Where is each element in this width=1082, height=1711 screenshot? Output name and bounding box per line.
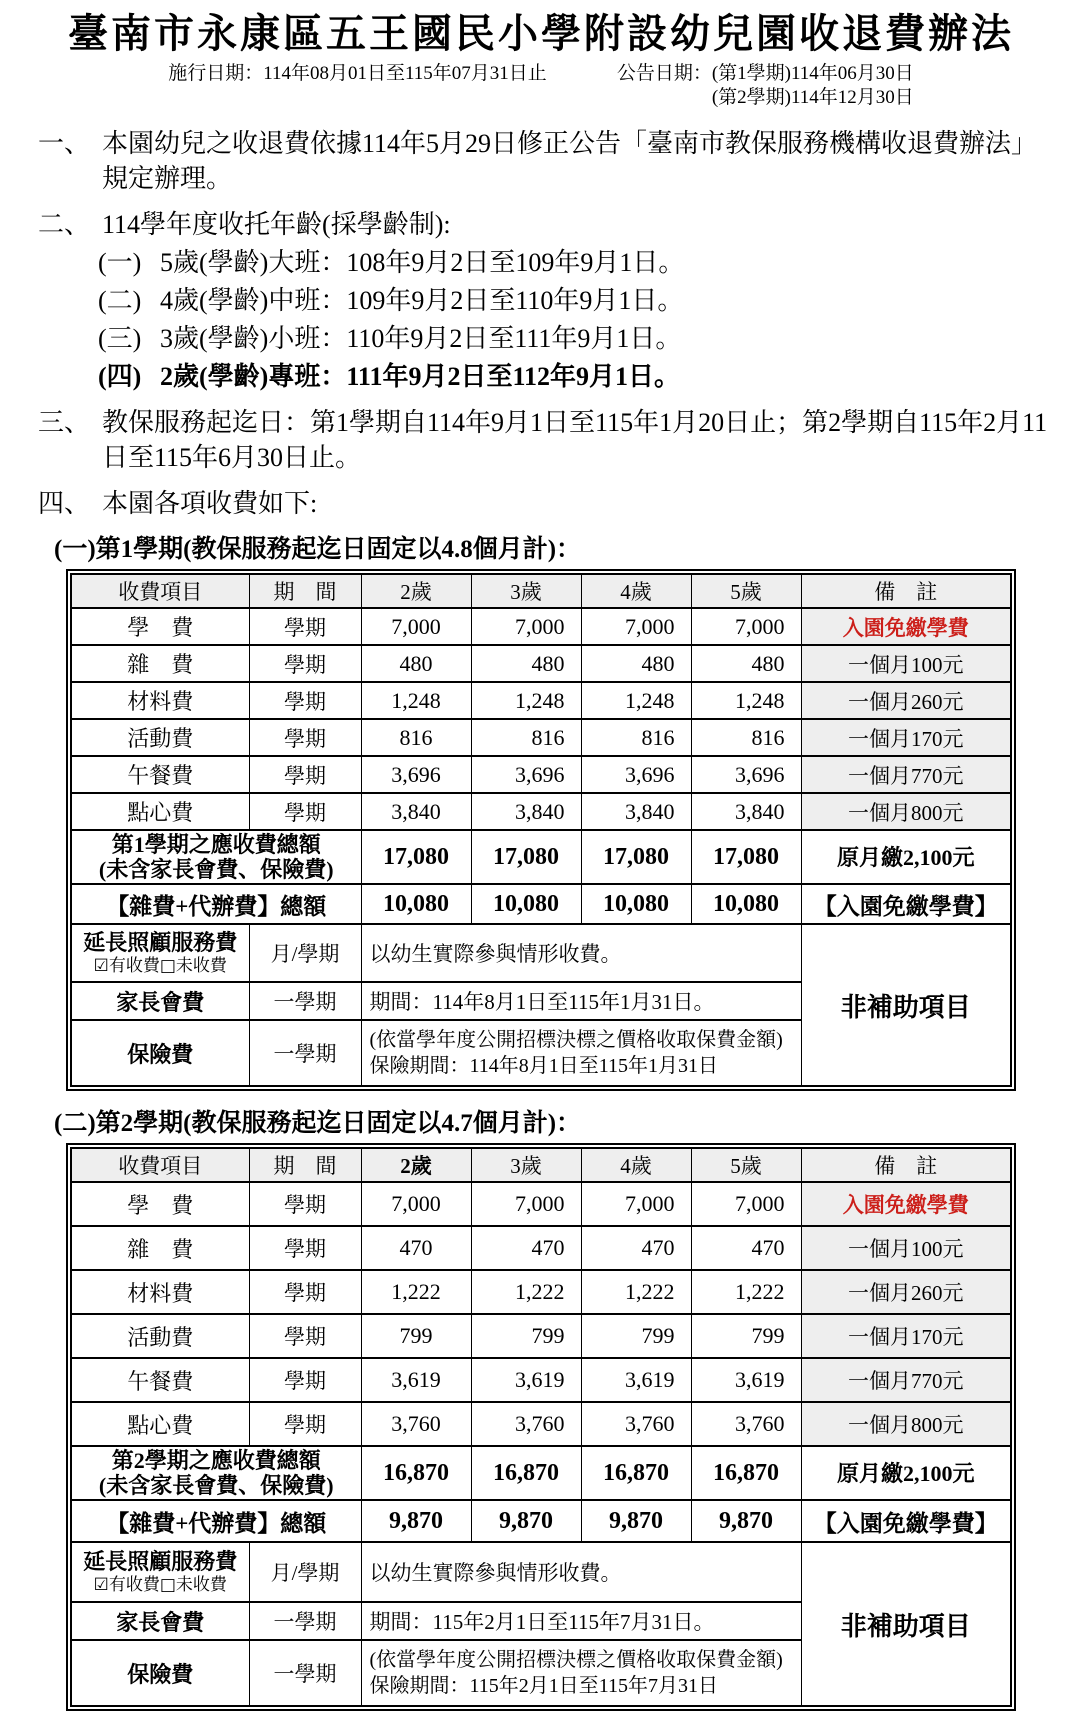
fee-row-lunch: 午餐費 學期 3,619 3,619 3,619 3,619 一個月770元 — [71, 1358, 1011, 1402]
header-period: 期 間 — [249, 1148, 361, 1182]
paragraph-4: 四、 本園各項收費如下: — [38, 489, 318, 518]
semester-total-row: 第1學期之應收費總額 (未含家長會費、保險費) 17,080 17,080 17,080 17,080 原月繳2,100元 — [71, 830, 1011, 884]
age-item-3: (三) 3歲(學齡)小班：110年9月2日至111年9月1日。 — [98, 324, 682, 353]
paragraph-1: 一、 本園幼兒之收退費依據114年5月29日修正公告「臺南市教保服務機構收退費辦法」規定辦理。 — [38, 129, 1038, 193]
semester-total-row: 第2學期之應收費總額 (未含家長會費、保險費) 16,870 16,870 16,870 16,870 原月繳2,100元 — [71, 1446, 1011, 1500]
misc-agency-total-row: 【雜費+代辦費】總額 10,080 10,080 10,080 10,080 【入園免繳學費】 — [71, 884, 1011, 924]
header-age2: 2歲 — [361, 1148, 471, 1182]
fee-row-activity: 活動費 學期 816 816 816 816 一個月170元 — [71, 719, 1011, 756]
header-note: 備 註 — [801, 1148, 1011, 1182]
semester2-heading: (二)第2學期(教保服務起迄日固定以4.7個月計)： — [54, 1110, 582, 1137]
header-age4: 4歲 — [581, 574, 691, 608]
meta-dates — [0, 62, 1082, 110]
fee-row-tuition: 學 費 學期 7,000 7,000 7,000 7,000 入園免繳學費 — [71, 608, 1011, 645]
extended-care-row: 延長照顧服務費 ☑有收費□未收費 月/學期 以幼生實際參與情形收費。 非補助項目 — [71, 924, 1011, 982]
header-period: 期 間 — [249, 574, 361, 608]
header-note: 備 註 — [801, 574, 1011, 608]
announcement-date-sem2: (第2學期)114年12月30日 — [711, 87, 914, 108]
paragraph-2: 二、 114學年度收托年齡(採學齡制): — [38, 210, 451, 239]
header-age5: 5歲 — [691, 1148, 801, 1182]
note-free-tuition: 入園免繳學費 — [801, 1182, 1011, 1226]
fee-charged-checkbox-line: ☑有收費□未收費 — [93, 956, 227, 976]
table-header-row — [71, 1148, 1011, 1182]
announcement-dates — [617, 62, 914, 110]
header-age3: 3歲 — [471, 574, 581, 608]
parent-association-row: 家長會費 一學期 期間：115年2月1日至115年7月31日。 — [71, 1602, 1011, 1640]
fee-row-snack: 點心費 學期 3,840 3,840 3,840 3,840 一個月800元 — [71, 793, 1011, 830]
parent-association-row: 家長會費 一學期 期間：114年8月1日至115年1月31日。 — [71, 982, 1011, 1020]
fee-row-materials: 材料費 學期 1,222 1,222 1,222 1,222 一個月260元 — [71, 1270, 1011, 1314]
paragraph-3: 三、 教保服務起迄日：第1學期自114年9月1日至115年1月20日止；第2學期自115年2月11日至115年6月30日止。 — [38, 408, 1048, 472]
fee-charged-checkbox-line: ☑有收費□未收費 — [93, 1575, 227, 1595]
extended-care-row: 延長照顧服務費 ☑有收費□未收費 月/學期 以幼生實際參與情形收費。 非補助項目 — [71, 1542, 1011, 1602]
fee-row-snack: 點心費 學期 3,760 3,760 3,760 3,760 一個月800元 — [71, 1402, 1011, 1446]
age-item-4: (四) 2歲(學齡)專班：111年9月2日至112年9月1日。 — [98, 362, 681, 391]
header-age3: 3歲 — [471, 1148, 581, 1182]
insurance-row: 保險費 一學期 (依當學年度公開招標決標之價格收取保費金額) 保險期間：114年8月1日至115年1月31日 — [71, 1020, 1011, 1086]
insurance-row: 保險費 一學期 (依當學年度公開招標決標之價格收取保費金額) 保險期間：115年2月1日至115年7月31日 — [71, 1640, 1011, 1706]
fee-row-misc: 雜 費 學期 470 470 470 470 一個月100元 — [71, 1226, 1011, 1270]
age-item-1: (一) 5歲(學齡)大班：108年9月2日至109年9月1日。 — [98, 248, 685, 277]
fee-row-lunch: 午餐費 學期 3,696 3,696 3,696 3,696 一個月770元 — [71, 756, 1011, 793]
fee-row-tuition: 學 費 學期 7,000 7,000 7,000 7,000 入園免繳學費 — [71, 1182, 1011, 1226]
fee-row-activity: 活動費 學期 799 799 799 799 一個月170元 — [71, 1314, 1011, 1358]
misc-agency-total-row: 【雜費+代辦費】總額 9,870 9,870 9,870 9,870 【入園免繳學費】 — [71, 1500, 1011, 1542]
implementation-date: 施行日期：114年08月01日至115年07月31日止 — [168, 63, 547, 84]
non-subsidy-cell: 非補助項目 — [801, 1542, 1011, 1706]
header-age5: 5歲 — [691, 574, 801, 608]
header-age2: 2歲 — [361, 574, 471, 608]
announcement-date-sem1: 公告日期：(第1學期)114年06月30日 — [616, 63, 914, 84]
semester1-heading: (一)第1學期(教保服務起迄日固定以4.8個月計)： — [54, 536, 582, 563]
fee-row-misc: 雜 費 學期 480 480 480 480 一個月100元 — [71, 645, 1011, 682]
note-free-tuition: 入園免繳學費 — [801, 608, 1011, 645]
header-item: 收費項目 — [71, 1148, 249, 1182]
header-item: 收費項目 — [71, 574, 249, 608]
body-text — [0, 126, 1082, 521]
fee-row-materials: 材料費 學期 1,248 1,248 1,248 1,248 一個月260元 — [71, 682, 1011, 719]
semester1-fee-table — [66, 569, 1016, 1091]
semester2-fee-table — [66, 1143, 1016, 1711]
age-item-2: (二) 4歲(學齡)中班：109年9月2日至110年9月1日。 — [98, 286, 684, 315]
table-header-row — [71, 574, 1011, 608]
header-age4: 4歲 — [581, 1148, 691, 1182]
non-subsidy-cell: 非補助項目 — [801, 924, 1011, 1086]
page-title: 臺南市永康區五王國民小學附設幼兒園收退費辦法 — [68, 11, 1014, 56]
